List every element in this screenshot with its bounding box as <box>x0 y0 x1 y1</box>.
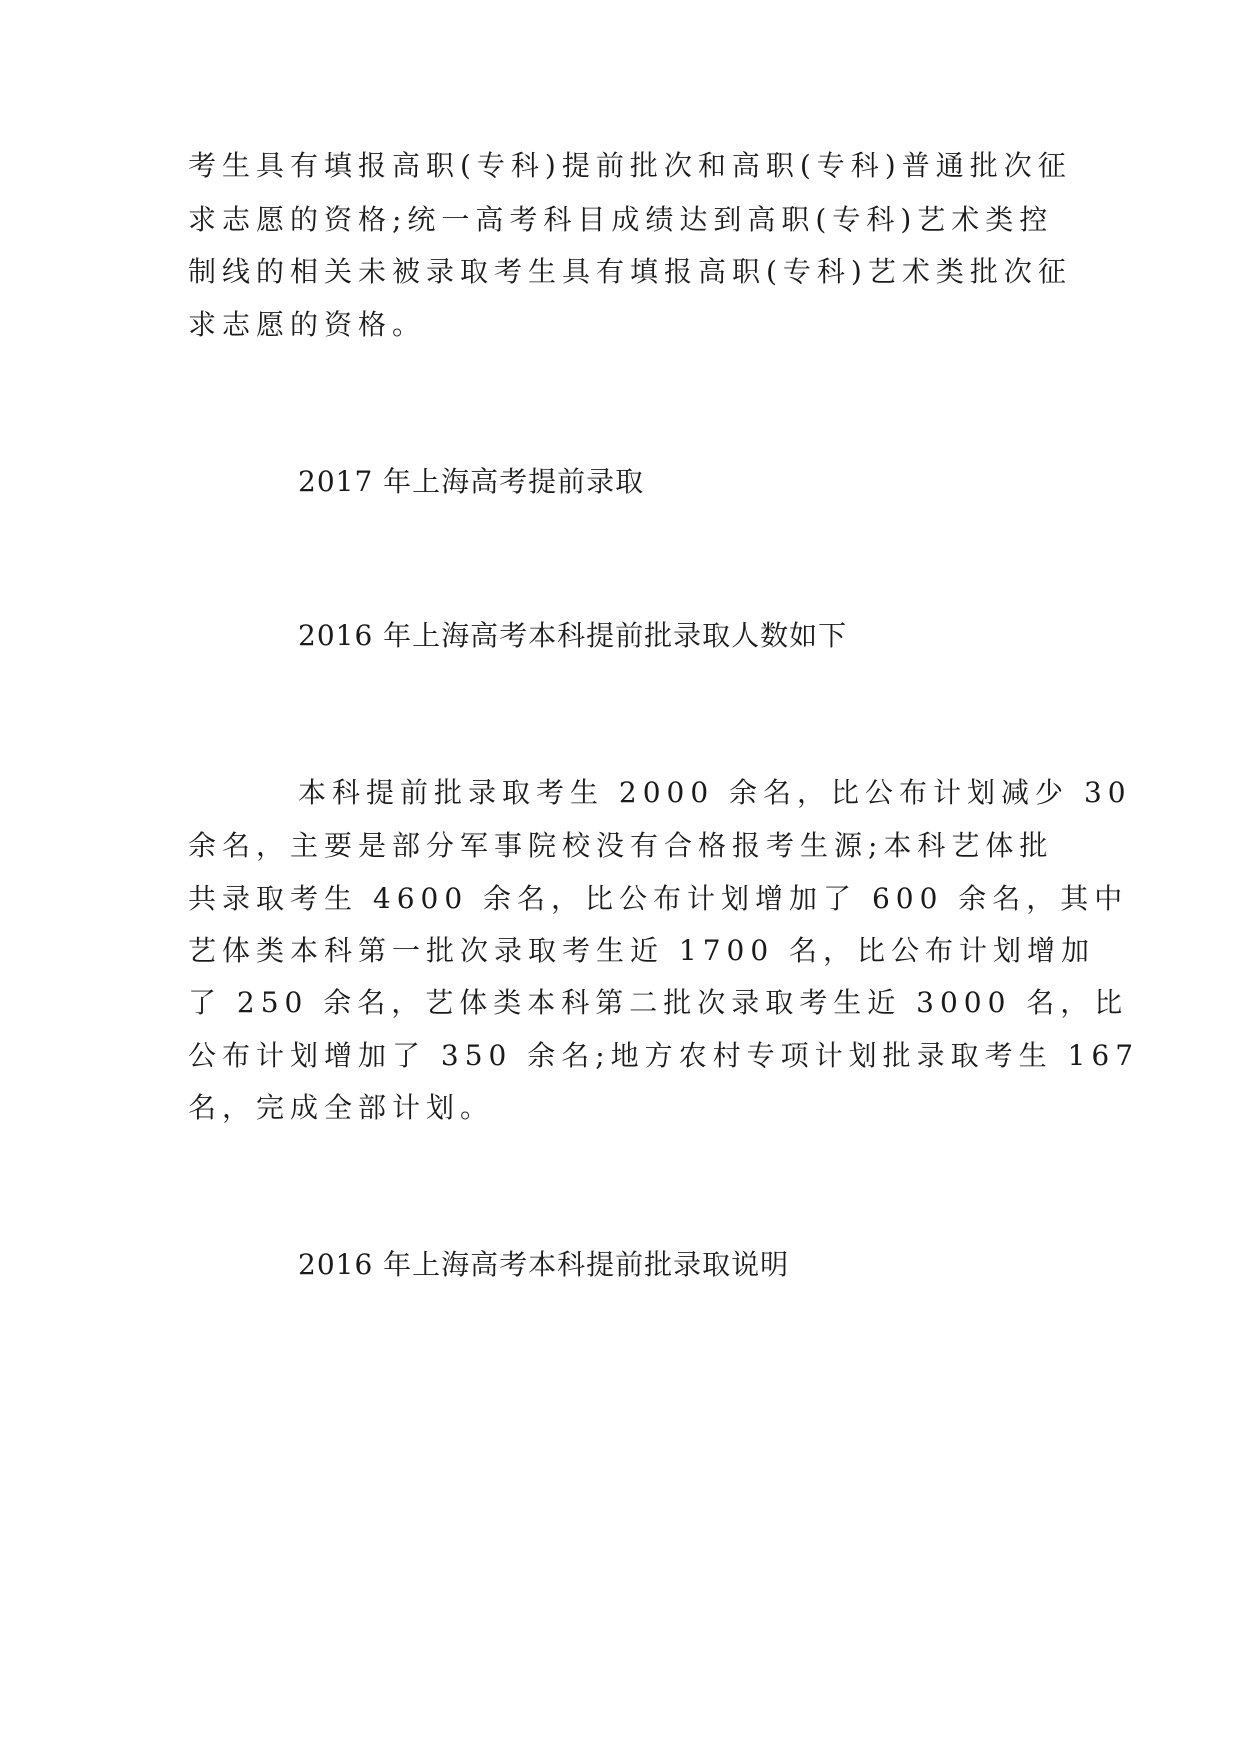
paragraph-2-line-1: 本科提前批录取考生 2000 余名，比公布计划减少 30 <box>298 776 1132 809</box>
paragraph-1-line-3: 制线的相关未被录取考生具有填报高职(专科)艺术类批次征 <box>188 255 1072 288</box>
paragraph-2-line-3: 共录取考生 4600 余名，比公布计划增加了 600 余名，其中 <box>188 882 1129 915</box>
heading-2016-admission-count: 2016 年上海高考本科提前批录取人数如下 <box>298 619 848 652</box>
heading-2016-admission-note: 2016 年上海高考本科提前批录取说明 <box>298 1248 790 1281</box>
paragraph-1-line-1: 考生具有填报高职(专科)提前批次和高职(专科)普通批次征 <box>188 149 1072 182</box>
paragraph-2-line-4: 艺体类本科第一批次录取考生近 1700 名，比公布计划增加 <box>188 934 1096 967</box>
paragraph-2-line-5: 了 250 余名，艺体类本科第二批次录取考生近 3000 名，比 <box>188 986 1129 1019</box>
paragraph-1-line-2: 求志愿的资格;统一高考科目成绩达到高职(专科)艺术类控 <box>188 203 1054 236</box>
paragraph-2-line-6: 公布计划增加了 350 余名;地方农村专项计划批录取考生 167 <box>188 1039 1140 1072</box>
heading-2017-early-admission: 2017 年上海高考提前录取 <box>298 465 645 498</box>
paragraph-1-line-4: 求志愿的资格。 <box>188 308 427 341</box>
paragraph-2-line-7: 名，完成全部计划。 <box>188 1091 495 1124</box>
paragraph-2-line-2: 余名，主要是部分军事院校没有合格报考生源;本科艺体批 <box>188 829 1054 862</box>
